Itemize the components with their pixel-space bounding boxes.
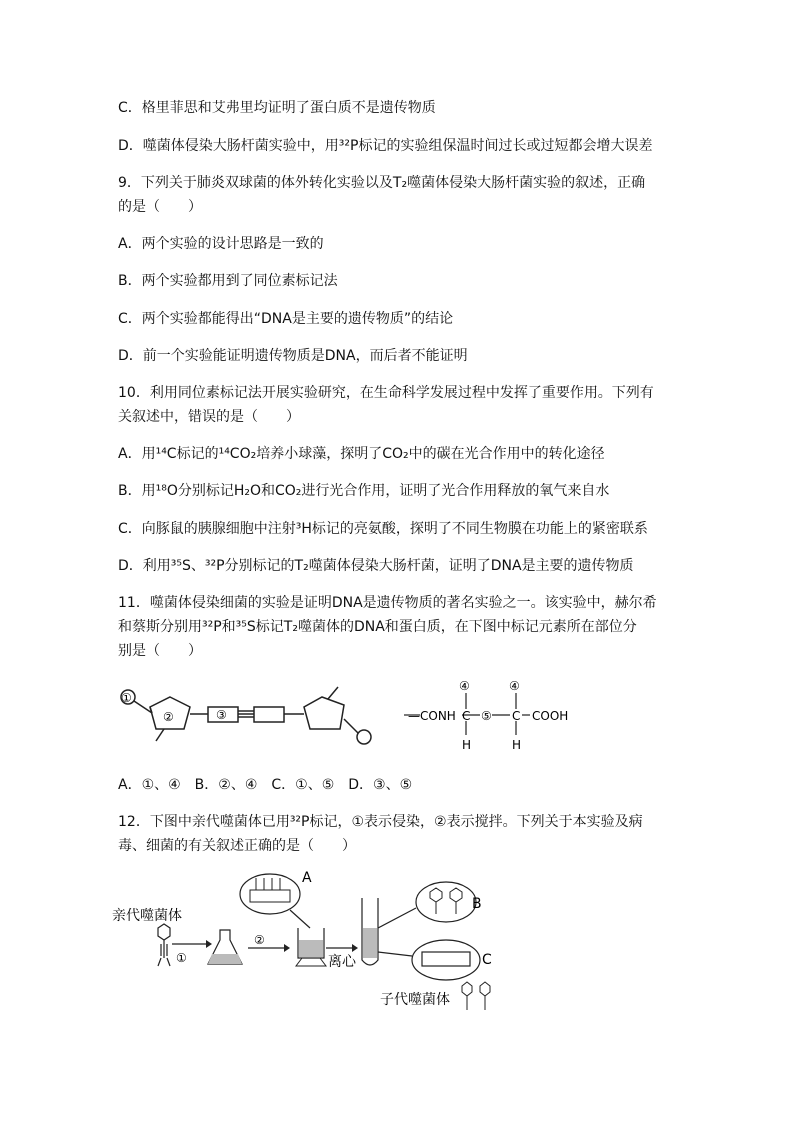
q10-option-b: B．用¹⁸O分别标记H₂O和CO₂进行光合作用，证明了光合作用释放的氧气来自水 — [118, 483, 610, 499]
carbon-left: C — [462, 709, 471, 723]
parent-phage-label: 亲代噬菌体 — [112, 908, 182, 924]
cooh-text: COOH — [532, 709, 569, 723]
q11-figure — [112, 675, 582, 755]
label-b: B — [472, 896, 482, 912]
hydrogen-left: H — [462, 738, 472, 752]
magnified-view-c — [378, 940, 480, 980]
q12-figure — [112, 868, 512, 1016]
q12-stem-line1: 12．下图中亲代噬菌体已用³²P标记，①表示侵染，②表示搅拌。下列关于本实验及病 — [118, 814, 643, 830]
fig-number-3: ③ — [216, 708, 227, 722]
q9-option-c: C．两个实验都能得出“DNA是主要的遗传物质”的结论 — [118, 311, 454, 327]
q9-stem-line2: 的是（ ） — [118, 199, 202, 215]
q11-stem-line2: 和蔡斯分别用³²P和³⁵S标记T₂噬菌体的DNA和蛋白质，在下图中标记元素所在部位分 — [118, 619, 637, 635]
step1-label: ① — [176, 951, 187, 965]
q10-option-d: D．利用³⁵S、³²P分别标记的T₂噬菌体侵染大肠杆菌，证明了DNA是主要的遗传物质 — [118, 558, 634, 574]
q11-stem-line3: 别是（ ） — [118, 643, 202, 659]
conh-text: —CONH — [408, 709, 456, 723]
q10-option-c: C．向豚鼠的胰腺细胞中注射³H标记的亮氨酸，探明了不同生物膜在功能上的紧密联系 — [118, 521, 648, 537]
parent-phage-icon — [158, 924, 170, 966]
label-a: A — [302, 870, 312, 886]
step2-label: ② — [254, 933, 265, 947]
q10-stem-line1: 10．利用同位素标记法开展实验研究，在生命科学发展过程中发挥了重要作用。下列有 — [118, 385, 654, 401]
hydrogen-right: H — [512, 738, 522, 752]
fig-number-2: ② — [163, 710, 174, 724]
q9-option-a: A．两个实验的设计思路是一致的 — [118, 236, 324, 252]
phosphate-circle-right — [357, 730, 371, 744]
sugar-pentagon-right — [304, 697, 344, 729]
q11-options: A．①、④ B．②、④ C．①、⑤ D．③、⑤ — [118, 777, 413, 793]
q10-stem-line2: 关叙述中，错误的是（ ） — [118, 409, 300, 425]
q8-option-d: D．噬菌体侵染大肠杆菌实验中，用³²P标记的实验组保温时间过长或过短都会增大误差 — [118, 138, 653, 154]
label-c: C — [482, 952, 492, 968]
q8-option-c: C．格里菲思和艾弗里均证明了蛋白质不是遗传物质 — [118, 100, 436, 116]
q9-option-b: B．两个实验都用到了同位素标记法 — [118, 273, 338, 289]
fig-number-4-right: ④ — [509, 679, 520, 693]
q9-option-d: D．前一个实验能证明遗传物质是DNA，而后者不能证明 — [118, 348, 468, 364]
q10-option-a: A．用¹⁴C标记的¹⁴CO₂培养小球藻，探明了CO₂中的碳在光合作用中的转化途径 — [118, 446, 605, 462]
centrifuge-label: 离心 — [328, 954, 356, 970]
offspring-phage-icon — [462, 982, 490, 1010]
q11-stem-line1: 11．噬菌体侵染细菌的实验是证明DNA是遗传物质的著名实验之一。该实验中，赫尔希 — [118, 595, 657, 611]
fig-number-1: ① — [121, 691, 132, 705]
offspring-phage-label: 子代噬菌体 — [380, 992, 450, 1008]
base-rect-right — [254, 707, 284, 722]
carbon-right: C — [512, 709, 521, 723]
fig-number-5: ⑤ — [481, 709, 492, 723]
fig-number-4-left: ④ — [459, 679, 470, 693]
q12-stem-line2: 毒、细菌的有关叙述正确的是（ ） — [118, 838, 356, 854]
magnified-view-b — [378, 882, 476, 928]
q9-stem-line1: 9．下列关于肺炎双球菌的体外转化实验以及T₂噬菌体侵染大肠杆菌实验的叙述，正确 — [118, 175, 646, 191]
